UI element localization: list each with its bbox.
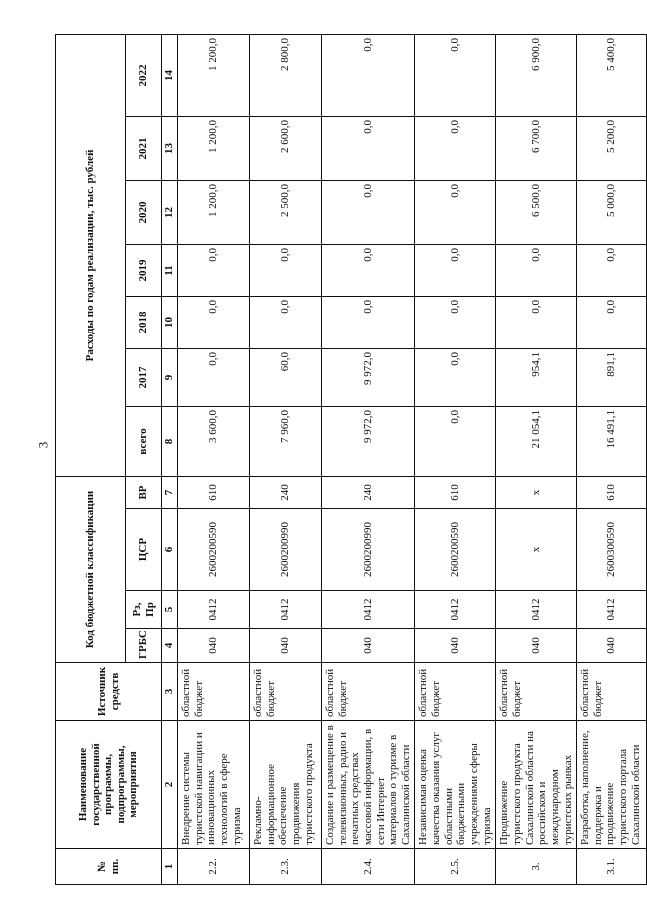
column-number-row [162, 34, 178, 884]
row-grbs: 040 [322, 629, 415, 663]
row-vr: 610 [577, 477, 647, 509]
header-year: 2017 [126, 349, 162, 407]
row-vr: 610 [178, 477, 250, 509]
row-2021: 2 600,0 [250, 117, 322, 181]
row-2022: 6 900,0 [496, 34, 577, 116]
header-no: № пп. [56, 849, 162, 885]
row-2018: 0,0 [577, 297, 647, 349]
row-2017: 891,1 [577, 349, 647, 407]
row-grbs: 040 [577, 629, 647, 663]
row-2017: 0,0 [415, 349, 496, 407]
row-vr: 240 [322, 477, 415, 509]
header-year: 2021 [126, 117, 162, 181]
header-rzpr: Рз, Пр [126, 591, 162, 629]
row-2019: 0,0 [496, 245, 577, 297]
row-2020: 0,0 [415, 181, 496, 245]
col-number: 2 [162, 721, 178, 849]
col-number: 8 [162, 407, 178, 477]
row-vr: 610 [415, 477, 496, 509]
row-2022: 5 400,0 [577, 34, 647, 116]
row-csr: 2600200990 [322, 509, 415, 591]
row-2020: 0,0 [322, 181, 415, 245]
row-vr: 240 [250, 477, 322, 509]
row-number: 2.5. [415, 849, 496, 885]
row-name: Создание и размещение в телевизионных, радио и печатных средствах массовой информации, в сети Интернет материалов о туризме в Сахалинской области [322, 721, 415, 849]
row-2021: 0,0 [415, 117, 496, 181]
row-grbs: 040 [496, 629, 577, 663]
col-number: 9 [162, 349, 178, 407]
row-2019: 0,0 [415, 245, 496, 297]
table-row [178, 34, 250, 884]
header-source: Источник средств [56, 663, 162, 721]
row-rzpr: 0412 [415, 591, 496, 629]
row-number: 2.4. [322, 849, 415, 885]
table-row [496, 34, 577, 884]
row-total: 21 054,1 [496, 407, 577, 477]
header-expenses: Расходы по годам реализации, тыс. рублей [56, 34, 126, 476]
row-2022: 1 200,0 [178, 34, 250, 116]
row-grbs: 040 [250, 629, 322, 663]
row-grbs: 040 [178, 629, 250, 663]
col-number: 5 [162, 591, 178, 629]
row-2018: 0,0 [496, 297, 577, 349]
row-name: Рекламно-информационное обеспечение продвижения туристского продукта [250, 721, 322, 849]
header-grbs: ГРБС [126, 629, 162, 663]
header-csr: ЦСР [126, 509, 162, 591]
row-total: 16 491,1 [577, 407, 647, 477]
row-2017: 954,1 [496, 349, 577, 407]
row-source: областной бюджет [322, 663, 415, 721]
row-total: 7 960,0 [250, 407, 322, 477]
header-vr: ВР [126, 477, 162, 509]
header-total: всего [126, 407, 162, 477]
row-2020: 2 500,0 [250, 181, 322, 245]
row-csr: 2600200590 [178, 509, 250, 591]
row-2022: 0,0 [322, 34, 415, 116]
col-number: 12 [162, 181, 178, 245]
page-number: 3 [35, 441, 51, 449]
row-2021: 0,0 [322, 117, 415, 181]
row-csr: 2600200990 [250, 509, 322, 591]
row-name: Продвижение туристского продукта Сахалинской области на российском и международном туристских рынках [496, 721, 577, 849]
col-number: 3 [162, 663, 178, 721]
row-number: 2.3. [250, 849, 322, 885]
row-name: Разработка, наполнение, поддержка и продвижение туристского портала Сахалинской области [577, 721, 647, 849]
row-csr: 2600300590 [577, 509, 647, 591]
row-2018: 0,0 [322, 297, 415, 349]
col-number: 11 [162, 245, 178, 297]
row-2019: 0,0 [250, 245, 322, 297]
col-number: 4 [162, 629, 178, 663]
table-row [415, 34, 496, 884]
col-number: 7 [162, 477, 178, 509]
row-csr: x [496, 509, 577, 591]
row-source: областной бюджет [415, 663, 496, 721]
row-source: областной бюджет [496, 663, 577, 721]
row-number: 2.2. [178, 849, 250, 885]
row-number: 3.1. [577, 849, 647, 885]
row-rzpr: 0412 [577, 591, 647, 629]
col-number: 13 [162, 117, 178, 181]
row-2018: 0,0 [250, 297, 322, 349]
row-rzpr: 0412 [178, 591, 250, 629]
row-total: 0,0 [415, 407, 496, 477]
col-number: 14 [162, 34, 178, 116]
row-name: Независимая оценка качества оказания услуг областными бюджетными учреждениями сферы туризма [415, 721, 496, 849]
budget-table [55, 34, 647, 885]
row-2021: 1 200,0 [178, 117, 250, 181]
row-total: 9 972,0 [322, 407, 415, 477]
budget-table-wrapper [55, 35, 642, 885]
row-rzpr: 0412 [250, 591, 322, 629]
row-csr: 2600200590 [415, 509, 496, 591]
col-number: 10 [162, 297, 178, 349]
row-2017: 0,0 [178, 349, 250, 407]
row-rzpr: 0412 [322, 591, 415, 629]
header-budget-code: Код бюджетной классификации [56, 477, 126, 663]
row-source: областной бюджет [577, 663, 647, 721]
row-2020: 5 000,0 [577, 181, 647, 245]
row-number: 3. [496, 849, 577, 885]
row-source: областной бюджет [178, 663, 250, 721]
row-rzpr: 0412 [496, 591, 577, 629]
header-year: 2018 [126, 297, 162, 349]
row-2017: 60,0 [250, 349, 322, 407]
row-source: областной бюджет [250, 663, 322, 721]
row-2018: 0,0 [415, 297, 496, 349]
header-year: 2019 [126, 245, 162, 297]
table-row [250, 34, 322, 884]
header-year: 2022 [126, 34, 162, 116]
row-name: Внедрение системы туристской навигации и инновационных технологий в сфере туризма [178, 721, 250, 849]
row-2020: 6 500,0 [496, 181, 577, 245]
row-2020: 1 200,0 [178, 181, 250, 245]
row-2022: 0,0 [415, 34, 496, 116]
table-row [322, 34, 415, 884]
col-number: 1 [162, 849, 178, 885]
header-year: 2020 [126, 181, 162, 245]
row-2019: 0,0 [577, 245, 647, 297]
header-name: Наименование государственной программы, подпрограммы, мероприятия [56, 721, 162, 849]
row-2019: 0,0 [322, 245, 415, 297]
row-total: 3 600,0 [178, 407, 250, 477]
row-2019: 0,0 [178, 245, 250, 297]
row-2017: 9 972,0 [322, 349, 415, 407]
row-2021: 5 200,0 [577, 117, 647, 181]
row-grbs: 040 [415, 629, 496, 663]
row-2021: 6 700,0 [496, 117, 577, 181]
table-row [577, 34, 647, 884]
row-vr: x [496, 477, 577, 509]
row-2022: 2 800,0 [250, 34, 322, 116]
row-2018: 0,0 [178, 297, 250, 349]
col-number: 6 [162, 509, 178, 591]
